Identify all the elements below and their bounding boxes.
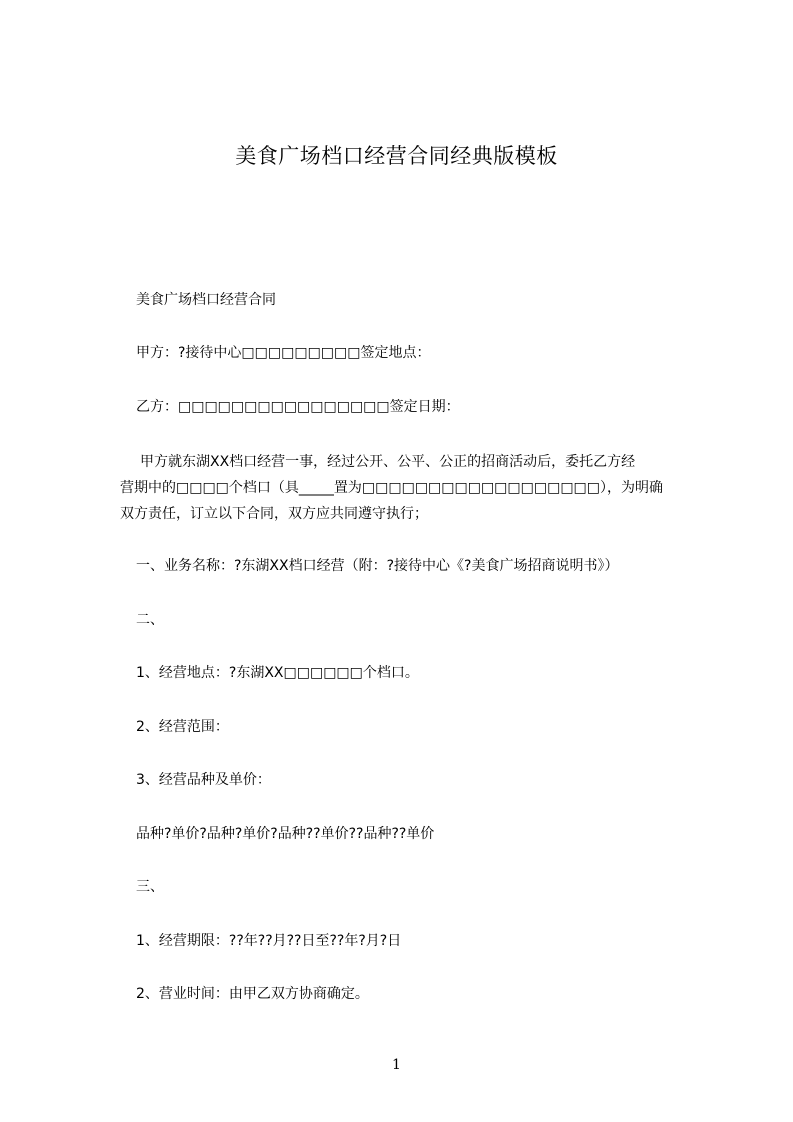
clause-business-name: 一、业务名称：?东湖XX档口经营（附：?接待中心《?美食广场招商说明书》） xyxy=(136,558,619,574)
clause-hours: 2、营业时间：由甲乙双方协商确定。 xyxy=(136,986,369,1002)
clause-location: 1、经营地点：?东湖XX□□□□□□个档口。 xyxy=(136,665,419,681)
page-number: 1 xyxy=(392,1057,401,1073)
intro-line-2: 营期中的□□□□个档口（具_____置为□□□□□□□□□□□□□□□□□□），为明确 xyxy=(120,480,664,496)
contract-heading: 美食广场档口经营合同 xyxy=(136,292,276,308)
intro-line-3: 双方责任，订立以下合同，双方应共同遵守执行； xyxy=(120,506,428,522)
section-two-heading: 二、 xyxy=(136,612,164,628)
intro-paragraph xyxy=(120,449,716,527)
clause-scope: 2、经营范围： xyxy=(136,719,229,735)
party-a-line: 甲方：?接待中心□□□□□□□□□签定地点： xyxy=(136,345,431,361)
document-title: 美食广场档口经营合同经典版模板 xyxy=(235,144,558,168)
section-three-heading: 三、 xyxy=(136,879,164,895)
intro-line-1: 甲方就东湖XX档口经营一事，经过公开、公平、公正的招商活动后，委托乙方经 xyxy=(140,454,636,470)
products-price-row: 品种?单价?品种?单价?品种??单价??品种??单价 xyxy=(136,826,435,842)
clause-term: 1、经营期限：??年??月??日至??年?月?日 xyxy=(136,933,402,949)
party-b-line: 乙方：□□□□□□□□□□□□□□□□签定日期： xyxy=(136,399,460,415)
clause-products: 3、经营品种及单价： xyxy=(136,772,271,788)
